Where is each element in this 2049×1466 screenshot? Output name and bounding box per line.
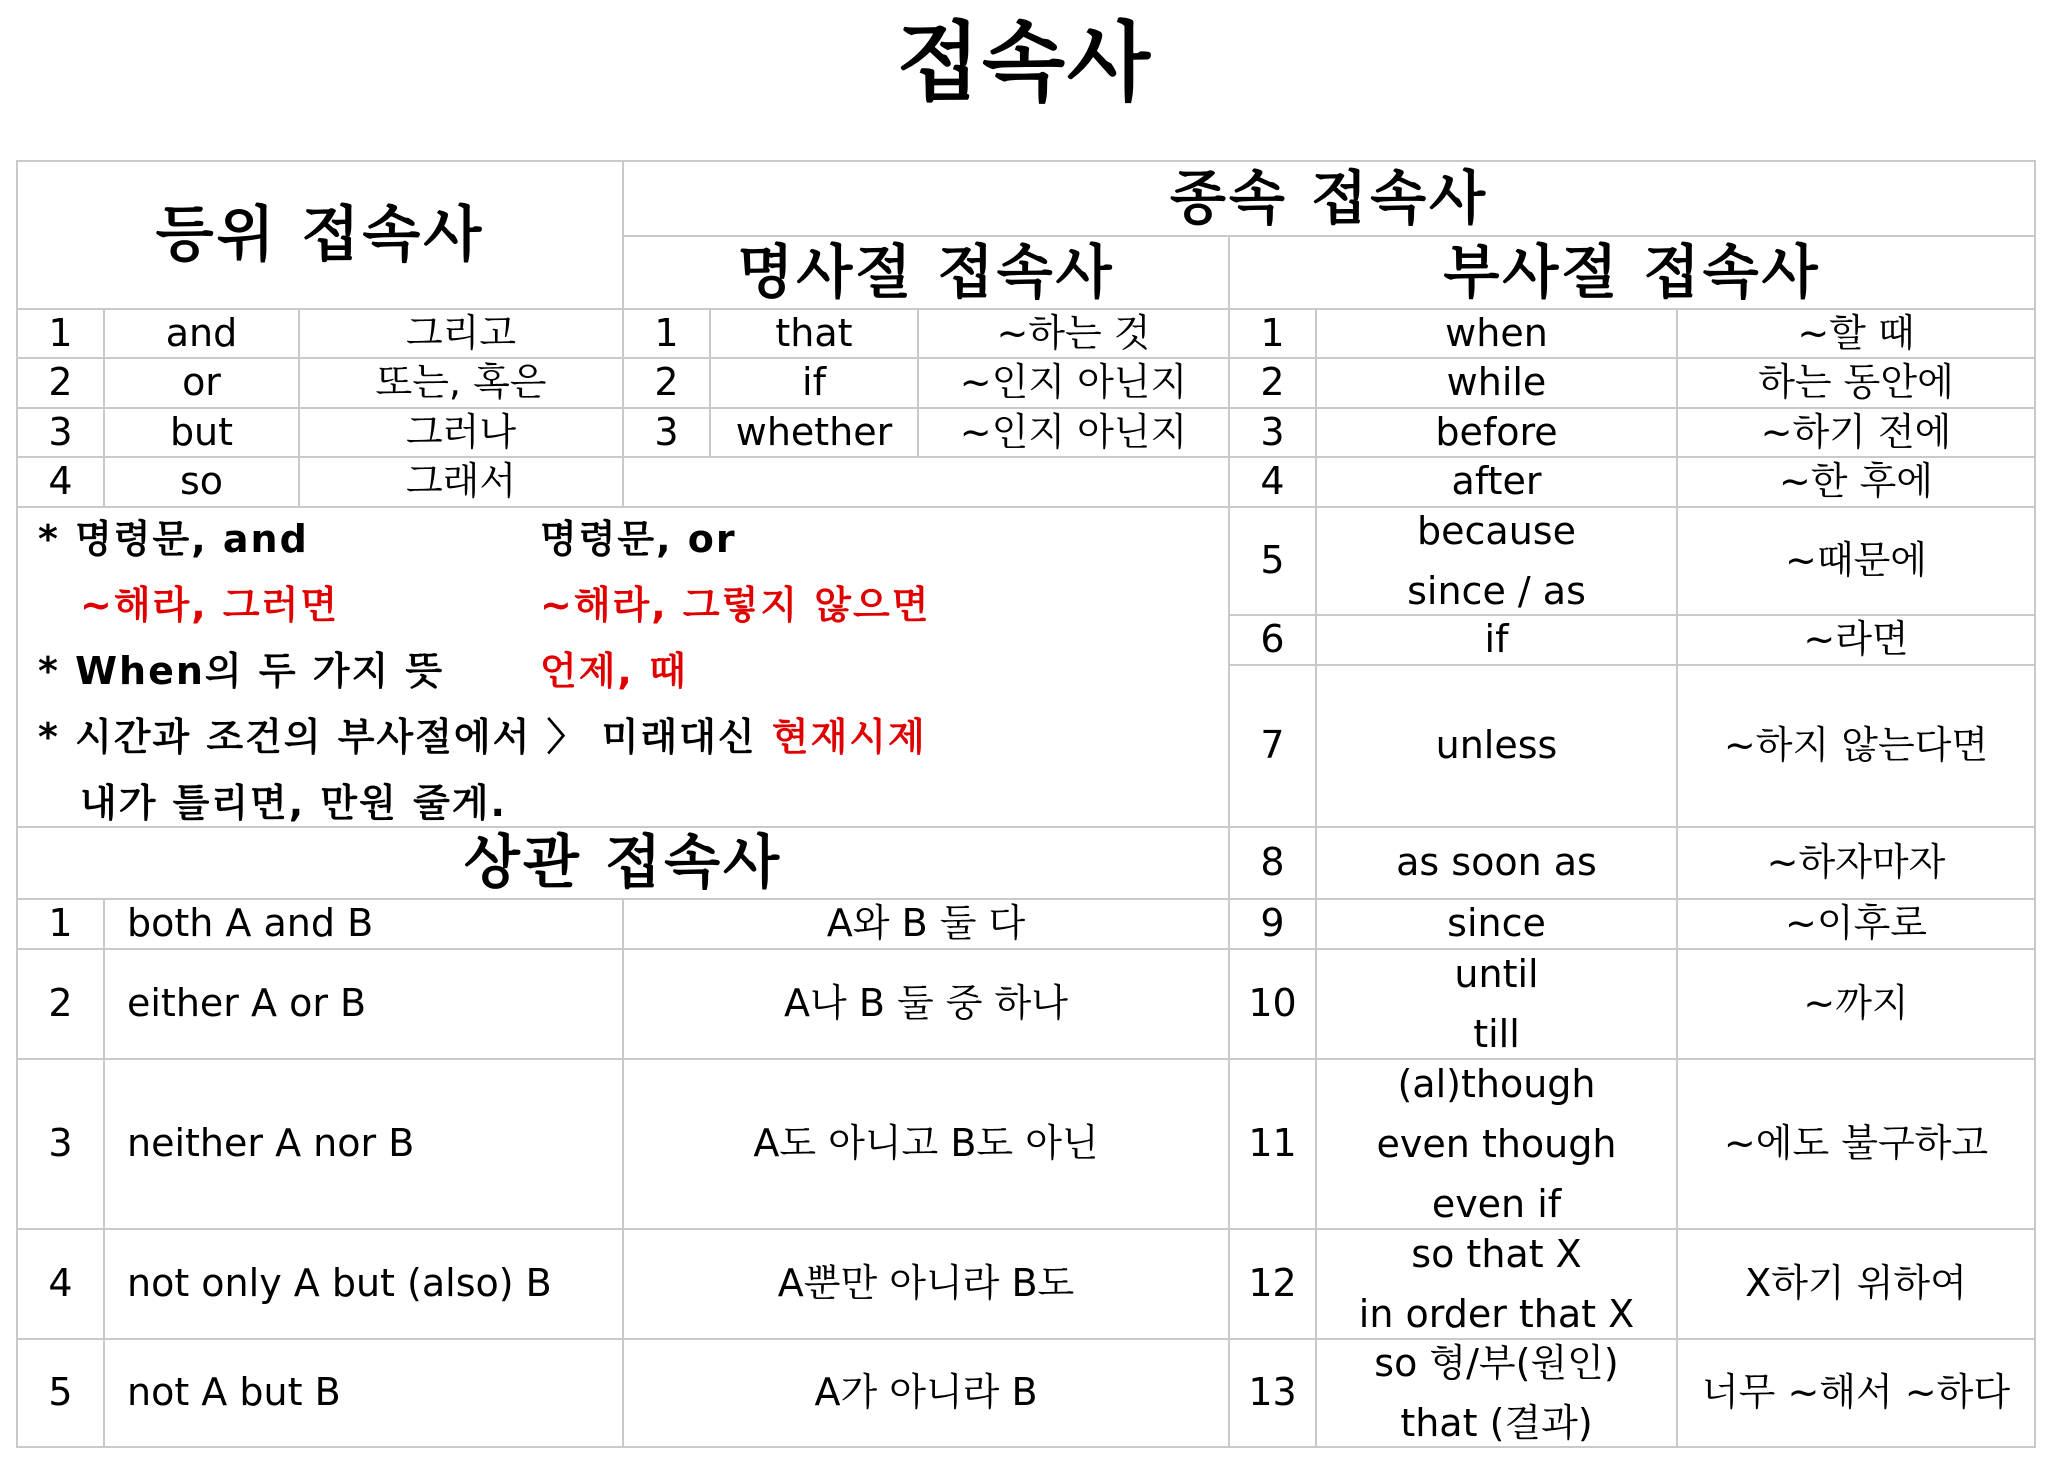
adverb-word: when: [1445, 310, 1548, 355]
adverb-word: in order that X: [1358, 1292, 1635, 1336]
noun-meaning: ~하는 것: [996, 310, 1151, 355]
adverb-meaning: X하기 위하여: [1745, 1261, 1967, 1306]
adverb-word-group: [1317, 1230, 1676, 1338]
adverb-meaning: ~에도 불구하고: [1723, 1121, 1989, 1166]
correlative-meaning: A도 아니고 B도 아닌: [753, 1121, 1099, 1166]
correlative-phrase: both A and B: [127, 901, 374, 946]
note-present-tense: 현재시제: [771, 715, 927, 759]
correlative-phrase: not only A but (also) B: [127, 1261, 552, 1306]
note-example: 내가 틀리면, 만원 줄게.: [80, 781, 507, 825]
adverb-num: 10: [1248, 981, 1297, 1026]
coordinating-num: 2: [48, 360, 73, 405]
coordinating-meaning: 또는, 혹은: [375, 360, 547, 405]
correlative-phrase: neither A nor B: [127, 1121, 415, 1166]
coordinating-meaning: 그래서: [405, 459, 517, 504]
adverb-word: after: [1451, 459, 1542, 504]
adverb-num: 11: [1248, 1121, 1297, 1166]
correlative-header: 상관 접속사: [463, 828, 783, 897]
adverb-word: even if: [1431, 1182, 1562, 1226]
adverb-word-group: [1317, 950, 1676, 1058]
noun-meaning: ~인지 아닌지: [959, 409, 1188, 454]
adverb-word: (al)though: [1397, 1062, 1596, 1106]
adverb-num: 13: [1248, 1370, 1297, 1415]
adverb-word: if: [1484, 617, 1509, 662]
note-tense-rule: [38, 706, 927, 761]
adverb-meaning: ~때문에: [1785, 538, 1927, 583]
adverb-meaning: ~하지 않는다면: [1723, 723, 1989, 768]
note-tense-rule-text: * 시간과 조건의 부사절에서 〉 미래대신: [38, 715, 757, 759]
coordinating-word: and: [165, 310, 238, 355]
correlative-phrase: not A but B: [127, 1370, 341, 1415]
adverb-word-group: [1317, 1340, 1676, 1446]
adverb-word: while: [1446, 360, 1547, 405]
noun-num: 3: [654, 409, 679, 454]
noun-clause-header: 명사절 접속사: [737, 237, 1115, 306]
adverb-word: that (결과): [1400, 1401, 1593, 1445]
coordinating-word: so: [179, 459, 224, 504]
noun-word: if: [802, 360, 826, 405]
coordinating-num: 1: [48, 310, 73, 355]
adverb-num: 7: [1260, 723, 1285, 768]
coordinating-num: 4: [48, 459, 73, 504]
adverb-meaning: ~이후로: [1785, 901, 1927, 946]
adverb-word: as soon as: [1396, 840, 1597, 885]
coordinating-word: or: [182, 360, 221, 405]
adverb-num: 4: [1260, 459, 1285, 504]
correlative-meaning: A나 B 둘 중 하나: [784, 981, 1068, 1026]
noun-word: that: [775, 310, 853, 355]
adverb-meaning: ~라면: [1803, 617, 1909, 662]
correlative-num: 5: [48, 1370, 73, 1415]
coordinating-word: but: [169, 409, 234, 454]
adverb-word: until: [1454, 952, 1539, 996]
adverb-word: before: [1435, 409, 1558, 454]
adverb-word: even though: [1376, 1122, 1617, 1166]
correlative-phrase: either A or B: [127, 981, 367, 1026]
adverb-meaning: ~한 후에: [1778, 459, 1934, 504]
adverb-num: 2: [1260, 360, 1285, 405]
noun-num: 1: [654, 310, 679, 355]
adverb-meaning: ~하자마자: [1766, 840, 1946, 885]
adverb-word-group: [1317, 1060, 1676, 1228]
adverb-num: 1: [1260, 310, 1285, 355]
adverb-num: 12: [1248, 1261, 1297, 1306]
grid-line: [16, 1446, 2036, 1448]
subordinating-header: 종속 접속사: [1169, 163, 1489, 232]
adverb-word: because: [1417, 509, 1576, 553]
note-imperative-and-meaning: ~해라, 그러면: [80, 583, 340, 627]
correlative-num: 3: [48, 1121, 73, 1166]
noun-meaning: ~인지 아닌지: [959, 360, 1188, 405]
note-imperative-or: 명령문, or: [540, 517, 737, 561]
adverb-word: so 형/부(원인): [1374, 1341, 1619, 1385]
coordinating-num: 3: [48, 409, 73, 454]
note-when-meanings: * When의 두 가지 뜻: [38, 649, 445, 693]
adverb-word-group: [1317, 508, 1676, 614]
adverb-meaning: 너무 ~해서 ~하다: [1701, 1370, 2011, 1415]
adverb-num: 8: [1260, 840, 1285, 885]
adverb-word: so that X: [1411, 1232, 1582, 1276]
correlative-num: 2: [48, 981, 73, 1026]
correlative-num: 1: [48, 901, 73, 946]
note-when-answer: 언제, 때: [540, 649, 688, 693]
grid-line: [2034, 160, 2036, 1448]
adverb-word: since: [1447, 901, 1546, 946]
noun-word: whether: [735, 409, 893, 454]
coordinating-meaning: 그러나: [405, 409, 517, 454]
adverb-word: unless: [1435, 723, 1558, 768]
correlative-num: 4: [48, 1261, 73, 1306]
adverb-word: till: [1473, 1012, 1520, 1056]
adverb-num: 9: [1260, 901, 1285, 946]
correlative-meaning: A와 B 둘 다: [826, 901, 1026, 946]
coordinating-meaning: 그리고: [405, 310, 517, 355]
adverb-meaning: 하는 동안에: [1758, 360, 1954, 405]
adverb-clause-header: 부사절 접속사: [1443, 237, 1821, 306]
correlative-meaning: A뿐만 아니라 B도: [777, 1261, 1075, 1306]
adverb-meaning: ~까지: [1803, 981, 1909, 1026]
note-imperative-or-meaning: ~해라, 그렇지 않으면: [540, 583, 931, 627]
adverb-num: 5: [1260, 538, 1285, 583]
adverb-meaning: ~할 때: [1797, 310, 1915, 355]
adverb-meaning: ~하기 전에: [1760, 409, 1952, 454]
noun-num: 2: [654, 360, 679, 405]
page-title: 접속사: [896, 13, 1153, 113]
coordinating-header: 등위 접속사: [155, 200, 485, 270]
adverb-num: 6: [1260, 617, 1285, 662]
note-imperative-and: * 명령문, and: [38, 517, 309, 561]
correlative-meaning: A가 아니라 B: [814, 1370, 1038, 1415]
adverb-num: 3: [1260, 409, 1285, 454]
adverb-word: since / as: [1407, 569, 1586, 613]
